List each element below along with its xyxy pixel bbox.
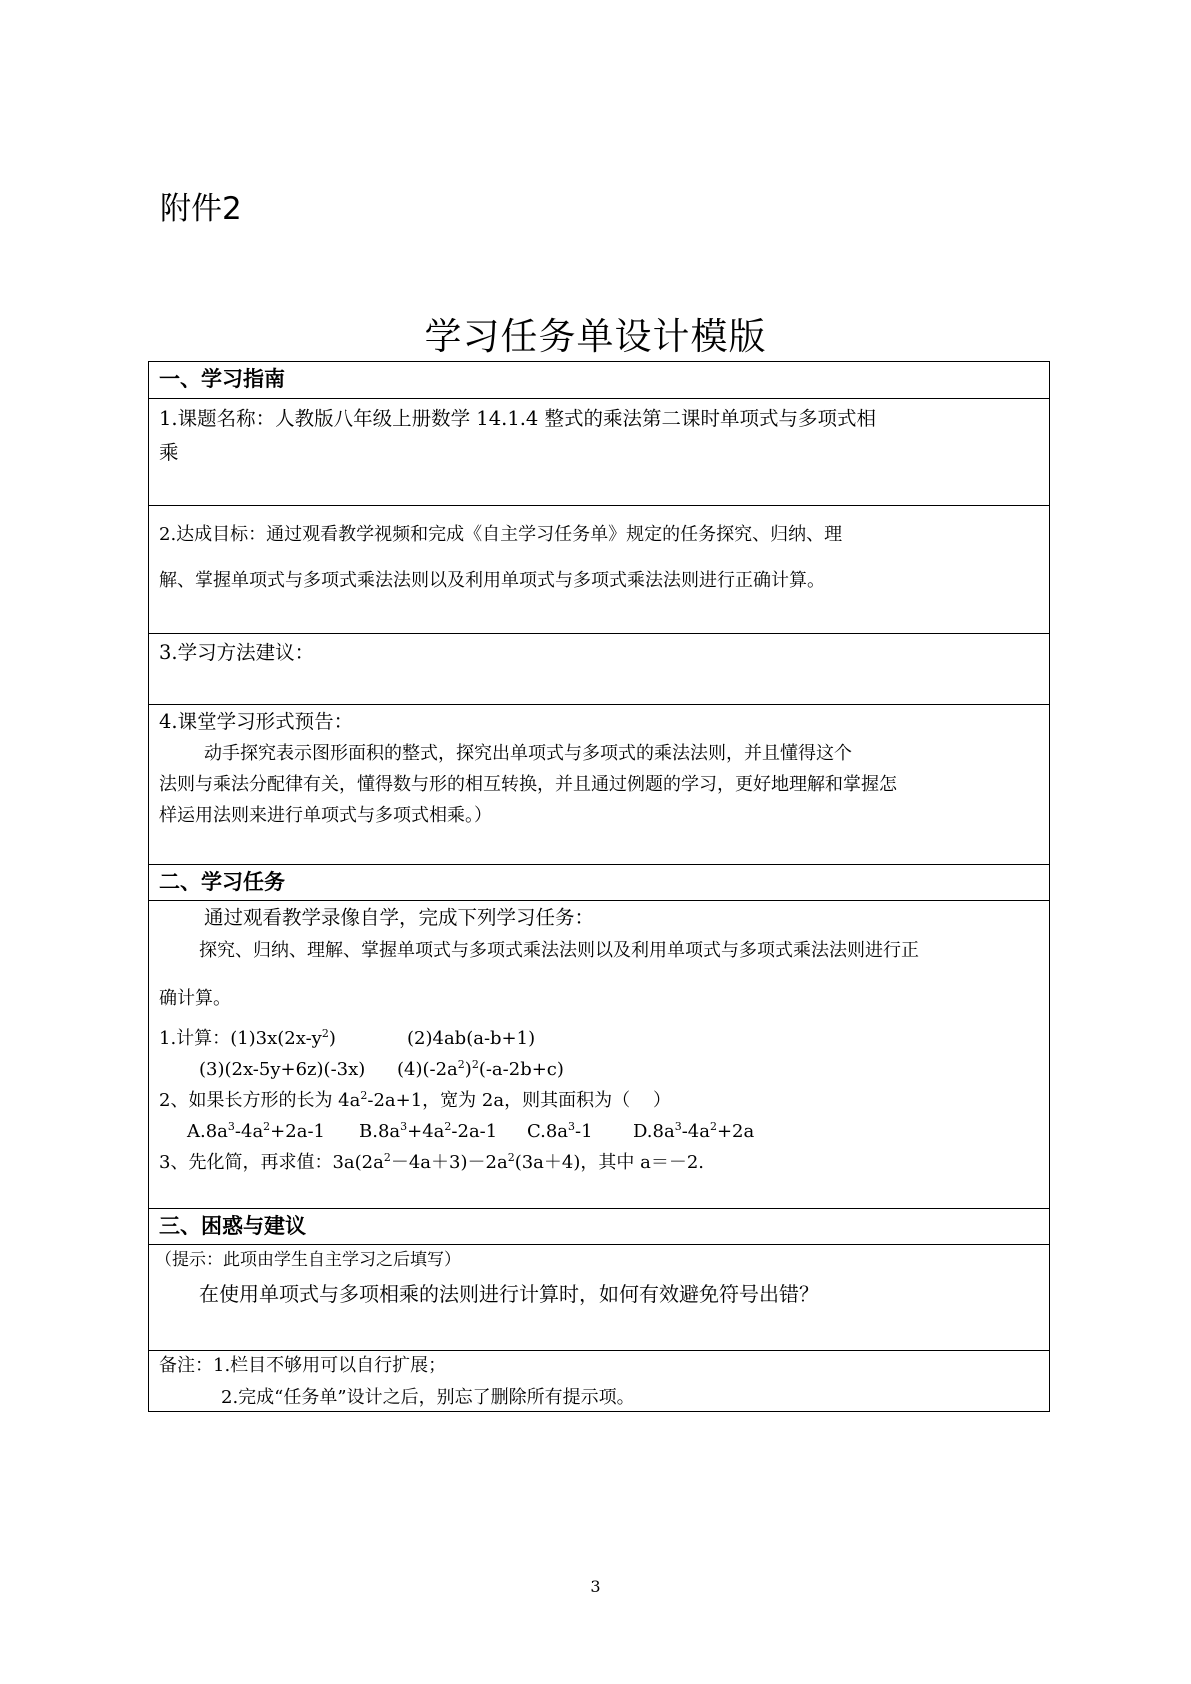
goal-line2: 解、掌握单项式与多项式乘法法则以及利用单项式与多项式乘法法则进行正确计算。	[159, 570, 825, 591]
question1-part2: (2)4ab(a-b+1)	[407, 1028, 536, 1049]
question3: 3、先化简，再求值：$3a(2a^2-4a+3)-2a^2(3a+4)$，其中 a＝－2.	[159, 1151, 704, 1173]
tasks-line2: 确计算。	[159, 988, 231, 1009]
tasks-cell	[149, 900, 1049, 1208]
section2-header: 二、学习任务	[149, 864, 1049, 900]
notes-cell	[149, 1350, 1049, 1413]
tasks-intro: 通过观看教学录像自学，完成下列学习任务：	[204, 906, 595, 929]
question2-option-c: $C.8a^3-1$	[527, 1120, 593, 1142]
form-line3: 样运用法则来进行单项式与多项式相乘。）	[159, 805, 492, 826]
question1-prefix: 1.计算：	[159, 1028, 231, 1049]
question2-option-a: $A.8a^3-4a^2+2a-1$	[187, 1120, 325, 1142]
section3-header: 三、困惑与建议	[149, 1208, 1049, 1244]
notes-line1: 备注：1.栏目不够用可以自行扩展；	[159, 1355, 447, 1376]
confusion-question: 在使用单项式与多项相乘的法则进行计算时，如何有效避免符号出错？	[199, 1282, 819, 1306]
method-cell	[149, 633, 1049, 704]
form-title: 4.课堂学习形式预告：	[159, 710, 354, 733]
question1-part1: $(1)3x(2x-y^2)$	[230, 1027, 336, 1049]
topic-cell	[149, 398, 1049, 505]
topic-line2: 乘	[159, 441, 179, 464]
tasks-line1: 探究、归纳、理解、掌握单项式与多项式乘法法则以及利用单项式与多项式乘法法则进行正	[199, 940, 919, 961]
attachment-label: 附件2	[160, 191, 242, 227]
form-line2: 法则与乘法分配律有关，懂得数与形的相互转换，并且通过例题的学习，更好地理解和掌握怎	[159, 774, 897, 795]
form-line1: 动手探究表示图形面积的整式，探究出单项式与多项式的乘法法则，并且懂得这个	[204, 743, 852, 764]
task-sheet-table	[148, 361, 1050, 1412]
question2-option-d: $D.8a^3-4a^2+2a$	[633, 1120, 755, 1142]
topic-line1: 1.课题名称：人教版八年级上册数学 14.1.4 整式的乘法第二课时单项式与多项式相	[159, 407, 877, 430]
question2-option-b: $B.8a^3+4a^2-2a-1$	[359, 1120, 498, 1142]
question1-part4: $(4)(-2a^2)^2(-a-2b+c)$	[397, 1058, 564, 1080]
confusion-cell	[149, 1244, 1049, 1350]
section1-header: 一、学习指南	[159, 367, 285, 391]
confusion-hint: （提示：此项由学生自主学习之后填写）	[155, 1250, 461, 1270]
method-label: 3.学习方法建议：	[159, 641, 315, 664]
question2: 2、如果长方形的长为 $4a^2-2a+1$，宽为 2a，则其面积为（ ）	[159, 1089, 671, 1111]
form-cell	[149, 704, 1049, 864]
question1	[159, 1022, 336, 1056]
page-number: 3	[590, 1577, 601, 1596]
goal-line1: 2.达成目标：通过观看教学视频和完成《自主学习任务单》规定的任务探究、归纳、理	[159, 524, 843, 545]
page-title: 学习任务单设计模版	[424, 315, 767, 358]
goal-cell	[149, 505, 1049, 633]
notes-line2: 2.完成“任务单”设计之后，别忘了删除所有提示项。	[221, 1387, 635, 1408]
question1-part3: (3)(2x-5y+6z)(-3x)	[199, 1059, 366, 1080]
